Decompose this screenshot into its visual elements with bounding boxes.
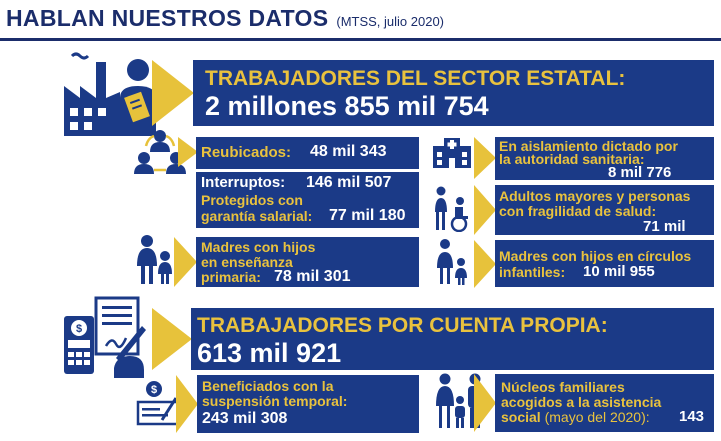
adultos-label-1: Adultos mayores y personas [499, 188, 691, 204]
protegidos-label-2: garantía salarial: [201, 208, 313, 224]
madres-value: 78 mil 301 [274, 268, 351, 285]
source-note: (MTSS, julio 2020) [336, 14, 445, 29]
adultos-value: 71 mil [643, 218, 686, 235]
interruptos-value: 146 mil 507 [306, 174, 392, 191]
madres-label-3: primaria: [201, 269, 261, 285]
page-title [6, 5, 444, 32]
beneficiados-label-2: suspensión temporal: [202, 393, 348, 409]
circulos-box [495, 240, 714, 287]
header-rule [0, 38, 721, 41]
svg-text:$: $ [150, 384, 158, 396]
aislamiento-label-2: la autoridad sanitaria: [499, 151, 645, 167]
beneficiados-value: 243 mil 308 [202, 410, 288, 427]
state-sector-total: 2 millones 855 mil 754 [205, 91, 489, 121]
aislamiento-box [495, 137, 714, 180]
nucleos-label-1: Núcleos familiares [501, 379, 625, 395]
protegidos-label-1: Protegidos con [201, 192, 303, 208]
nucleos-note: (mayo del 2020): [544, 409, 650, 425]
madres-primaria-box [196, 237, 419, 287]
reubicados-box [196, 137, 419, 169]
arrow-triangle [152, 60, 194, 126]
protegidos-value: 77 mil 180 [329, 207, 406, 224]
interruptos-box [196, 172, 419, 228]
self-employed-total: 613 mil 921 [197, 338, 342, 368]
self-employed-banner [191, 308, 714, 370]
state-sector-banner [193, 60, 714, 126]
reubicados-value: 48 mil 343 [310, 143, 387, 160]
adultos-label-2: con fragilidad de salud: [499, 203, 657, 219]
nucleos-label-social: social [501, 409, 541, 425]
hospital-icon [433, 138, 471, 168]
arrow-triangle [152, 308, 192, 370]
cheque-money-icon [134, 380, 180, 428]
interruptos-label: Interruptos: [201, 174, 286, 191]
beneficiados-box [197, 375, 419, 433]
arrow-triangle [474, 374, 496, 432]
nucleos-label-2: acogidos a la asistencia [501, 394, 662, 410]
state-sector-heading: TRABAJADORES DEL SECTOR ESTATAL: [205, 67, 626, 90]
arrow-triangle [176, 375, 198, 433]
aislamiento-value: 8 mil 776 [608, 164, 672, 181]
aislamiento-label-1: En aislamiento dictado por [499, 138, 678, 154]
arrow-triangle [474, 240, 496, 288]
arrow-triangle [178, 137, 198, 167]
madres-label-2: en enseñanza [201, 254, 293, 270]
wheelchair-elderly-icon [433, 186, 471, 232]
circulos-value: 10 mil 955 [583, 263, 655, 280]
mother-children-icon [433, 238, 473, 286]
arrow-triangle [474, 137, 496, 179]
beneficiados-label-1: Beneficiados con la [202, 378, 334, 394]
title-text: HABLAN NUESTROS DATOS [6, 5, 329, 31]
nucleos-box [495, 374, 714, 432]
self-employed-heading: TRABAJADORES POR CUENTA PROPIA: [197, 314, 608, 337]
nucleos-value: 143 [679, 408, 705, 425]
arrow-triangle [474, 185, 496, 235]
circulos-label-2: infantiles: [499, 264, 566, 280]
nucleos-label-3 [501, 410, 650, 425]
svg-text:$: $ [75, 323, 83, 335]
circulos-label-1: Madres con hijos en círculos [499, 248, 692, 264]
arrow-triangle [174, 237, 197, 287]
reubicados-label: Reubicados: [201, 144, 292, 161]
madres-label-1: Madres con hijos [201, 239, 316, 255]
mother-child-icon [133, 234, 177, 286]
adultos-box [495, 185, 714, 235]
